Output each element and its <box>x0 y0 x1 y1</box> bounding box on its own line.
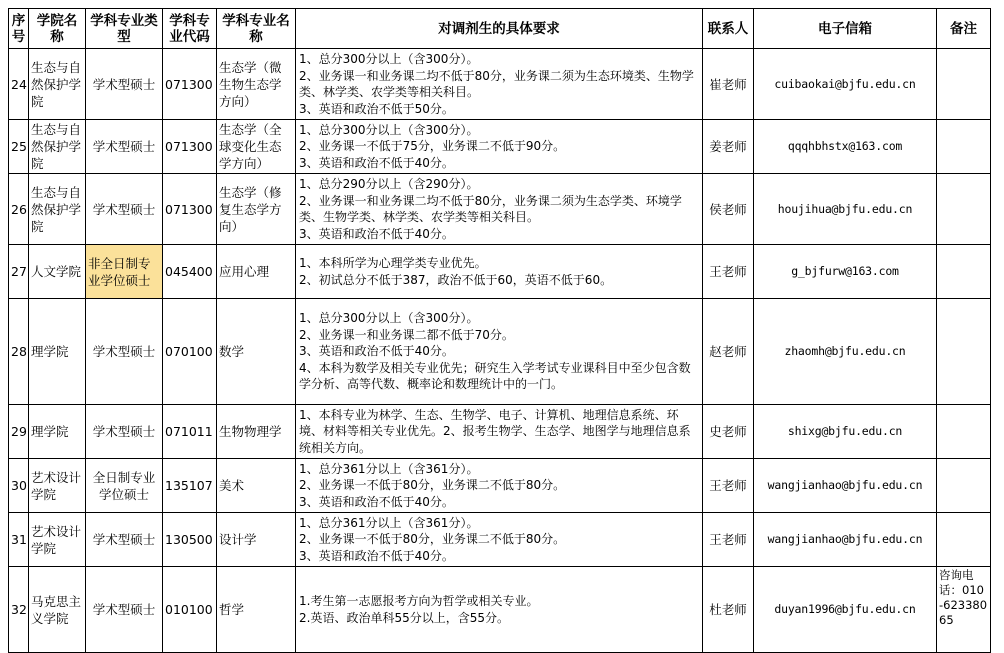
row-seq: 27 <box>9 245 29 299</box>
header-email: 电子信箱 <box>754 9 937 49</box>
row-type: 学术型硕士 <box>86 49 163 120</box>
table-row <box>9 459 991 513</box>
row-type: 学术型硕士 <box>86 299 163 405</box>
row-contact: 王老师 <box>703 513 754 567</box>
header-type: 学科专业类型 <box>86 9 163 49</box>
row-contact: 赵老师 <box>703 299 754 405</box>
row-seq: 25 <box>9 120 29 174</box>
row-contact: 崔老师 <box>703 49 754 120</box>
row-college: 生态与自然保护学院 <box>29 174 86 245</box>
table-row <box>9 120 991 174</box>
requirement-line: 1、总分290分以上（含290分）。 <box>299 177 479 191</box>
requirement-line: 2、业务课一和业务课二都不低于70分。 <box>299 327 514 342</box>
requirement-line: 3、英语和政治不低于40分。 <box>299 548 454 563</box>
row-note <box>937 120 991 174</box>
row-requirements <box>296 513 703 567</box>
row-code: 130500 <box>163 513 217 567</box>
table-row <box>9 174 991 245</box>
requirement-line: 2、业务课一不低于80分，业务课二不低于80分。 <box>299 532 566 547</box>
row-note <box>937 49 991 120</box>
row-major: 生物物理学 <box>217 405 296 459</box>
row-code: 071300 <box>163 120 217 174</box>
row-code: 070100 <box>163 299 217 405</box>
row-college: 艺术设计学院 <box>29 513 86 567</box>
row-email: houjihua@bjfu.edu.cn <box>754 174 937 245</box>
row-type: 全日制专业学位硕士 <box>86 459 163 513</box>
row-seq: 30 <box>9 459 29 513</box>
requirement-line: 2、业务课一不低于80分，业务课二不低于80分。 <box>299 478 566 493</box>
table-row <box>9 513 991 567</box>
requirement-line: 2、业务课一和业务课二均不低于80分，业务课二须为生态学类、环境学类、生物学类、林学类、农学类等相关科目。 <box>299 193 682 224</box>
row-requirements <box>296 299 703 405</box>
requirement-line: 2.英语、政治单科55分以上，含55分。 <box>299 610 509 625</box>
row-seq: 24 <box>9 49 29 120</box>
row-major: 生态学（修复生态学方向） <box>217 174 296 245</box>
table-row <box>9 405 991 459</box>
requirement-line: 1.考生第一志愿报考方向为哲学或相关专业。 <box>299 594 539 608</box>
header-college: 学院名称 <box>29 9 86 49</box>
row-contact: 王老师 <box>703 245 754 299</box>
row-note <box>937 245 991 299</box>
row-note <box>937 299 991 405</box>
requirement-line: 1、本科专业为林学、生态、生物学、电子、计算机、地理信息系统、环境、材料等相关专业优先。2、报考生物学、生态学、地图学与地理信息系统相关方向。 <box>299 407 691 455</box>
requirement-line: 3、英语和政治不低于40分。 <box>299 494 454 509</box>
row-seq: 31 <box>9 513 29 567</box>
row-note: 咨询电话：010-62338065 <box>937 567 991 653</box>
requirement-line: 1、总分300分以上（含300分）。 <box>299 52 479 66</box>
row-note <box>937 513 991 567</box>
row-college: 艺术设计学院 <box>29 459 86 513</box>
row-requirements <box>296 245 703 299</box>
row-type: 学术型硕士 <box>86 174 163 245</box>
row-contact: 姜老师 <box>703 120 754 174</box>
requirement-line: 2、业务课一和业务课二均不低于80分，业务课二须为生态环境类、生物学类、林学类、农学类等相关科目。 <box>299 68 694 99</box>
row-major: 设计学 <box>217 513 296 567</box>
row-college: 马克思主义学院 <box>29 567 86 653</box>
row-seq: 28 <box>9 299 29 405</box>
header-requirements: 对调剂生的具体要求 <box>296 9 703 49</box>
row-email: g_bjfurw@163.com <box>754 245 937 299</box>
row-email: zhaomh@bjfu.edu.cn <box>754 299 937 405</box>
row-contact: 侯老师 <box>703 174 754 245</box>
row-major: 数学 <box>217 299 296 405</box>
row-contact: 杜老师 <box>703 567 754 653</box>
row-major: 哲学 <box>217 567 296 653</box>
row-requirements <box>296 120 703 174</box>
row-requirements <box>296 459 703 513</box>
requirement-line: 4、本科为数学及相关专业优先；研究生入学考试专业课科目中至少包含数学分析、高等代数、概率论和数理统计中的一门。 <box>299 360 691 392</box>
row-type: 非全日制专业学位硕士 <box>86 245 163 299</box>
requirement-line: 1、本科所学为心理学类专业优先。 <box>299 256 487 270</box>
row-seq: 26 <box>9 174 29 245</box>
row-note <box>937 459 991 513</box>
row-code: 071011 <box>163 405 217 459</box>
row-college: 人文学院 <box>29 245 86 299</box>
row-type: 学术型硕士 <box>86 405 163 459</box>
row-major: 生态学（微生物生态学方向） <box>217 49 296 120</box>
row-code: 135107 <box>163 459 217 513</box>
requirement-line: 1、总分361分以上（含361分）。 <box>299 515 479 530</box>
row-email: duyan1996@bjfu.edu.cn <box>754 567 937 653</box>
requirement-line: 1、总分300分以上（含300分）。 <box>299 311 479 326</box>
row-college: 生态与自然保护学院 <box>29 49 86 120</box>
row-email: shixg@bjfu.edu.cn <box>754 405 937 459</box>
row-note <box>937 174 991 245</box>
row-contact: 王老师 <box>703 459 754 513</box>
requirement-line: 2、业务课一不低于75分，业务课二不低于90分。 <box>299 139 566 154</box>
row-major: 美术 <box>217 459 296 513</box>
transfer-requirements-table <box>8 8 991 653</box>
row-type: 学术型硕士 <box>86 513 163 567</box>
row-email: wangjianhao@bjfu.edu.cn <box>754 513 937 567</box>
row-email: wangjianhao@bjfu.edu.cn <box>754 459 937 513</box>
header-note: 备注 <box>937 9 991 49</box>
table-header-row <box>9 9 991 49</box>
row-college: 理学院 <box>29 299 86 405</box>
header-major: 学科专业名称 <box>217 9 296 49</box>
row-code: 010100 <box>163 567 217 653</box>
row-contact: 史老师 <box>703 405 754 459</box>
row-seq: 29 <box>9 405 29 459</box>
row-major: 应用心理 <box>217 245 296 299</box>
requirement-line: 1、总分300分以上（含300分）。 <box>299 122 479 137</box>
row-type: 学术型硕士 <box>86 567 163 653</box>
row-college: 理学院 <box>29 405 86 459</box>
row-code: 071300 <box>163 174 217 245</box>
row-seq: 32 <box>9 567 29 653</box>
row-note <box>937 405 991 459</box>
row-code: 071300 <box>163 49 217 120</box>
row-requirements <box>296 567 703 653</box>
row-email: qqqhbhstx@163.com <box>754 120 937 174</box>
requirement-line: 3、英语和政治不低于40分。 <box>299 155 454 170</box>
row-email: cuibaokai@bjfu.edu.cn <box>754 49 937 120</box>
row-college: 生态与自然保护学院 <box>29 120 86 174</box>
header-contact: 联系人 <box>703 9 754 49</box>
requirement-line: 1、总分361分以上（含361分）。 <box>299 461 479 476</box>
requirement-line: 3、英语和政治不低于50分。 <box>299 101 454 116</box>
table-row <box>9 299 991 405</box>
row-requirements <box>296 49 703 120</box>
row-code: 045400 <box>163 245 217 299</box>
table-row <box>9 49 991 120</box>
row-type: 学术型硕士 <box>86 120 163 174</box>
header-seq: 序号 <box>9 9 29 49</box>
row-major: 生态学（全球变化生态学方向） <box>217 120 296 174</box>
table-row <box>9 245 991 299</box>
requirement-line: 2、初试总分不低于387，政治不低于60，英语不低于60。 <box>299 272 613 287</box>
row-requirements <box>296 405 703 459</box>
requirement-line: 3、英语和政治不低于40分。 <box>299 226 454 241</box>
requirement-line: 3、英语和政治不低于40分。 <box>299 344 454 359</box>
row-requirements <box>296 174 703 245</box>
table-row <box>9 567 991 653</box>
header-code: 学科专业代码 <box>163 9 217 49</box>
